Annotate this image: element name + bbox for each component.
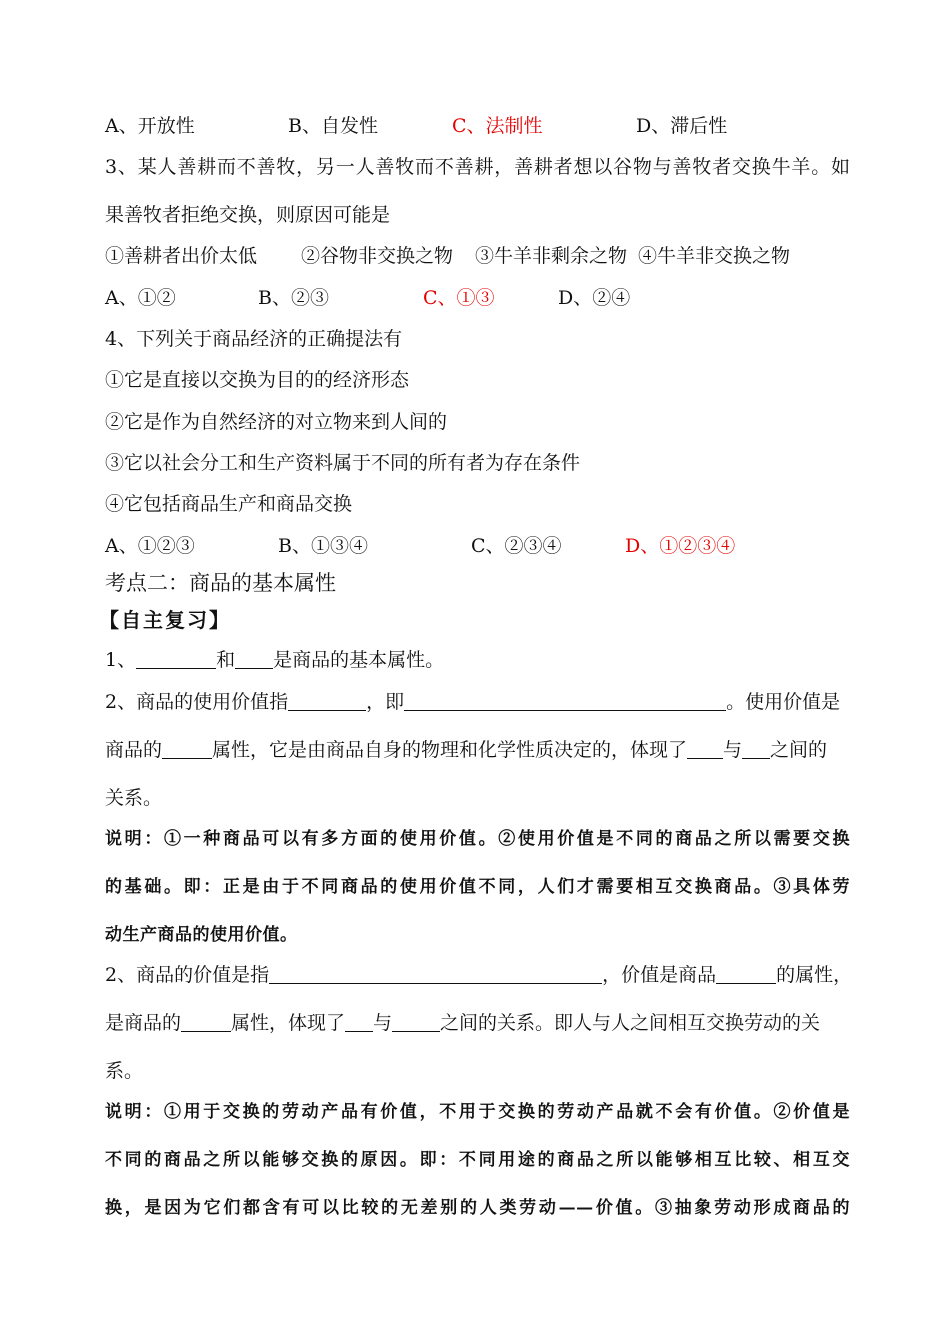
q2-option-b: B、自发性	[288, 115, 378, 137]
q3-item-1: ①善耕者出价太低	[105, 245, 258, 267]
fill-blank[interactable]	[235, 650, 273, 669]
fill-blank[interactable]	[162, 740, 212, 759]
note1-line1: 说明：①一种商品可以有多方面的使用价值。②使用价值是不同的商品之所以需要交换	[105, 829, 850, 849]
use-value-l1-prefix: 2、商品的使用价值指	[105, 691, 289, 713]
q2-option-a: A、开放性	[105, 115, 195, 137]
fill-blank[interactable]	[269, 965, 602, 984]
use-value-line3: 关系。	[105, 787, 163, 809]
fill-blank[interactable]	[288, 692, 366, 711]
fill-blank[interactable]	[392, 1013, 440, 1032]
use-value-l2-mid: 属性，它是由商品自身的物理和化学性质决定的，体现了	[212, 739, 688, 761]
value-l2-suffix: 之间的关系。即人与人之间相互交换劳动的关	[440, 1012, 821, 1034]
item1-prefix: 1、	[105, 649, 137, 671]
note2-line1: 说明：①用于交换的劳动产品有价值，不用于交换的劳动产品就不会有价值。②价值是	[105, 1102, 850, 1122]
q3-option-c-answer: C、①③	[423, 287, 495, 309]
item1-mid: 和	[216, 649, 236, 671]
q4-item-4: ④它包括商品生产和商品交换	[105, 493, 353, 515]
q3-option-a: A、①②	[105, 287, 176, 309]
q3-option-b: B、②③	[258, 287, 329, 309]
fill-blank[interactable]	[345, 1013, 373, 1032]
fill-blank[interactable]	[181, 1013, 231, 1032]
fill-blank[interactable]	[136, 650, 216, 669]
q4-option-d-answer: D、①②③④	[625, 535, 736, 557]
q2-option-c-answer: C、法制性	[452, 115, 543, 137]
value-l1-mid: ，价值是商品	[602, 964, 717, 986]
q3-stem-line2: 果善牧者拒绝交换，则原因可能是	[105, 204, 391, 226]
q4-option-a: A、①②③	[105, 535, 195, 557]
q4-stem: 4、下列关于商品经济的正确提法有	[105, 328, 403, 350]
note2-line3: 换，是因为它们都含有可以比较的无差别的人类劳动——价值。③抽象劳动形成商品的	[105, 1198, 850, 1218]
item1-basic-attributes	[105, 648, 444, 672]
q3-stem-line1: 3、某人善耕而不善牧，另一人善牧而不善耕，善耕者想以谷物与善牧者交换牛羊。如	[105, 156, 850, 178]
q4-option-b: B、①③④	[278, 535, 368, 557]
value-l2-mid: 属性，体现了	[231, 1012, 346, 1034]
use-value-l2-suffix: 之间的	[770, 739, 828, 761]
section-heading: 考点二：商品的基本属性	[105, 571, 336, 595]
q3-item-2: ②谷物非交换之物	[301, 245, 454, 267]
fill-blank[interactable]	[404, 692, 726, 711]
value-l2-and: 与	[373, 1012, 393, 1034]
q3-option-d: D、②④	[558, 287, 631, 309]
note2-line2: 不同的商品之所以能够交换的原因。即：不同用途的商品之所以能够相互比较、相互交	[105, 1150, 850, 1170]
value-l1-prefix: 2、商品的价值是指	[105, 964, 270, 986]
note1-line2: 的基础。即：正是由于不同商品的使用价值不同，人们才需要相互交换商品。③具体劳	[105, 877, 850, 897]
q4-item-3: ③它以社会分工和生产资料属于不同的所有者为存在条件	[105, 452, 581, 474]
fill-blank[interactable]	[687, 740, 723, 759]
q3-item-3: ③牛羊非剩余之物	[475, 245, 628, 267]
q3-item-4: ④牛羊非交换之物	[638, 245, 791, 267]
value-line3: 系。	[105, 1060, 144, 1082]
q4-item-1: ①它是直接以交换为目的的经济形态	[105, 369, 410, 391]
fill-blank[interactable]	[716, 965, 776, 984]
use-value-l1-suffix: 。使用价值是	[726, 691, 841, 713]
q4-item-2: ②它是作为自然经济的对立物来到人间的	[105, 411, 448, 433]
use-value-l2-prefix: 商品的	[105, 739, 163, 761]
use-value-line2	[105, 738, 827, 762]
value-l1-suffix: 的属性，	[776, 964, 853, 986]
fill-blank[interactable]	[742, 740, 770, 759]
self-review-label: 【自主复习】	[99, 608, 231, 632]
q4-option-c: C、②③④	[471, 535, 562, 557]
value-line2	[105, 1011, 820, 1035]
item1-suffix: 是商品的基本属性。	[273, 649, 445, 671]
value-line1	[105, 963, 852, 987]
note1-line3: 动生产商品的使用价值。	[105, 925, 298, 945]
value-l2-prefix: 是商品的	[105, 1012, 182, 1034]
use-value-line1	[105, 690, 840, 714]
use-value-l1-mid: ，即	[366, 691, 405, 713]
use-value-l2-and: 与	[723, 739, 743, 761]
q2-option-d: D、滞后性	[636, 115, 728, 137]
